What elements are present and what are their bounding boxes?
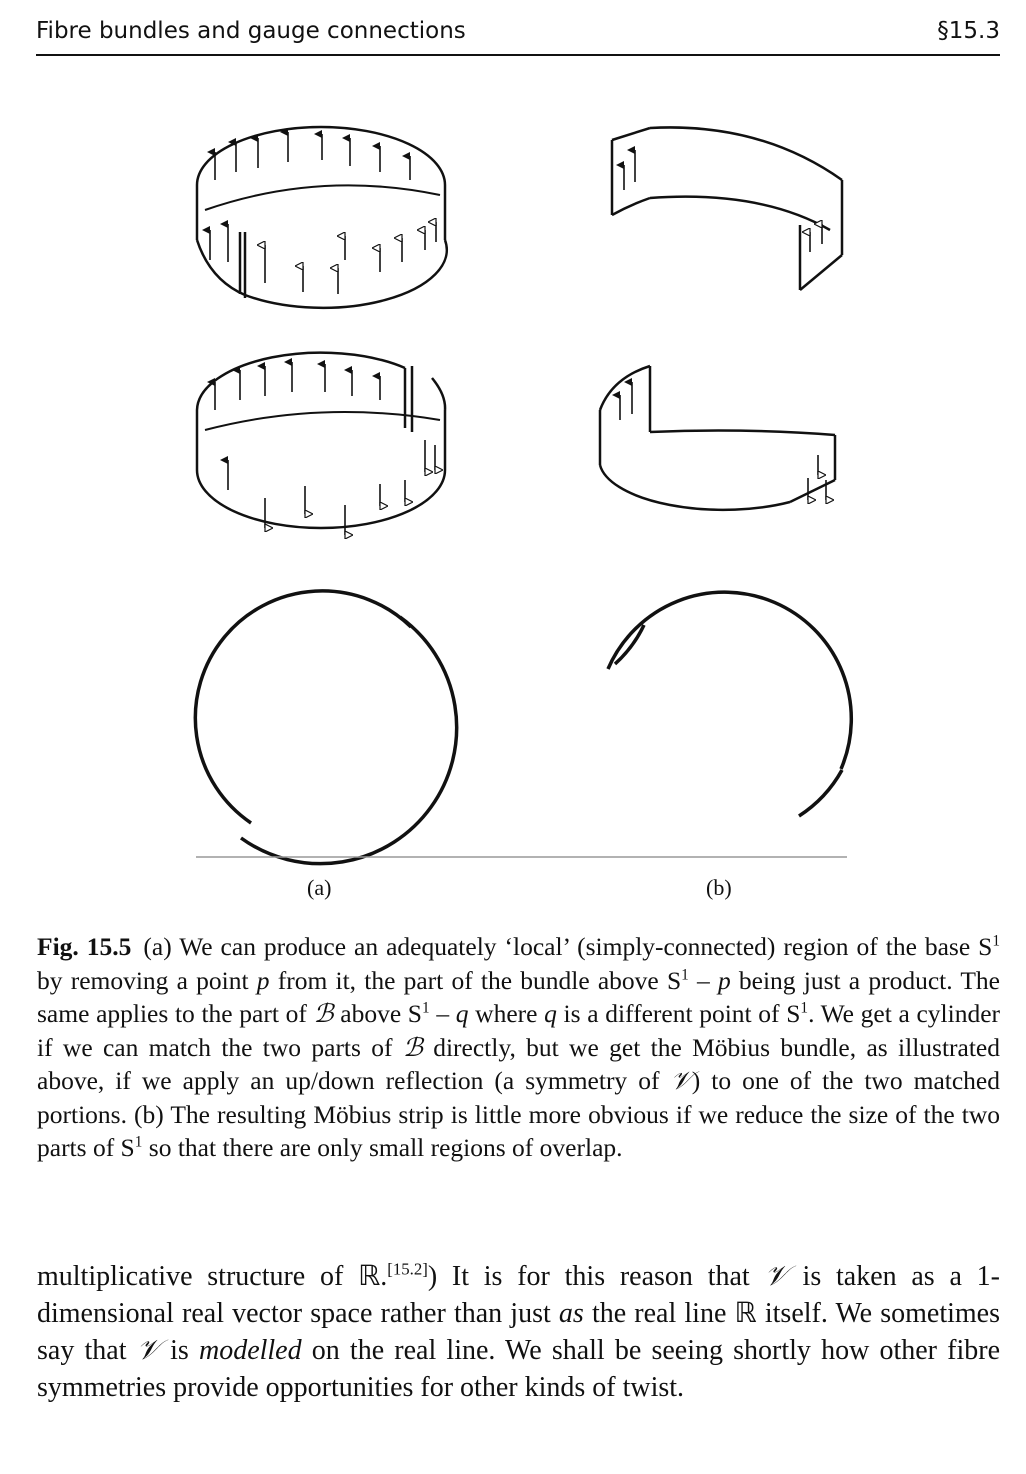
subfigure-label-b: (b) bbox=[706, 875, 732, 900]
open-strip-figure-upper bbox=[612, 127, 842, 290]
base-circle-arcs-a bbox=[195, 591, 456, 864]
section-number: §15.3 bbox=[937, 18, 1000, 44]
mobius-bundle-arrows bbox=[215, 362, 435, 535]
body-paragraph: multiplicative structure of ℝ.[15.2]) It is for this reason that 𝒱 is taken as a 1-dimensional real vector space rather than just as the real line ℝ itself. We sometimes say that 𝒱 is modelled on the real line. We shall be seeing shortly how other fibre symmetries provide opportunities for other kinds of twist. bbox=[37, 1259, 1000, 1403]
subfigure-label-a: (a) bbox=[307, 875, 332, 900]
open-strip-arrows-upper bbox=[624, 150, 822, 252]
figure-caption: Fig. 15.5 (a) We can produce an adequately ‘local’ (simply-connected) region of the base $S^1$ by removing a point p from it, the part of the bundle above $S^1$ – p being just a product. The same applies to the part of ℬ above $S^1$ – q where q is a different point of $S^1$. We get a cylinder if we can match the two parts of ℬ directly, but we get the Möbius bundle, as illustrated above, if we apply an up/down reflection (a symmetry of 𝒱) to one of the two matched portions. (b) The resulting Möbius strip is little more obvious if we reduce the size of the two parts of $S^1$ so that there are only small regions of overlap. bbox=[37, 932, 1001, 1162]
running-title: Fibre bundles and gauge connections bbox=[36, 18, 466, 44]
base-circle-arcs-b bbox=[608, 592, 851, 816]
caption-label: Fig. 15.5 bbox=[37, 932, 132, 961]
open-strip-figure-lower bbox=[600, 366, 835, 510]
mobius-bundle-figure bbox=[197, 353, 445, 528]
reference-marker: [15.2] bbox=[387, 1259, 428, 1279]
